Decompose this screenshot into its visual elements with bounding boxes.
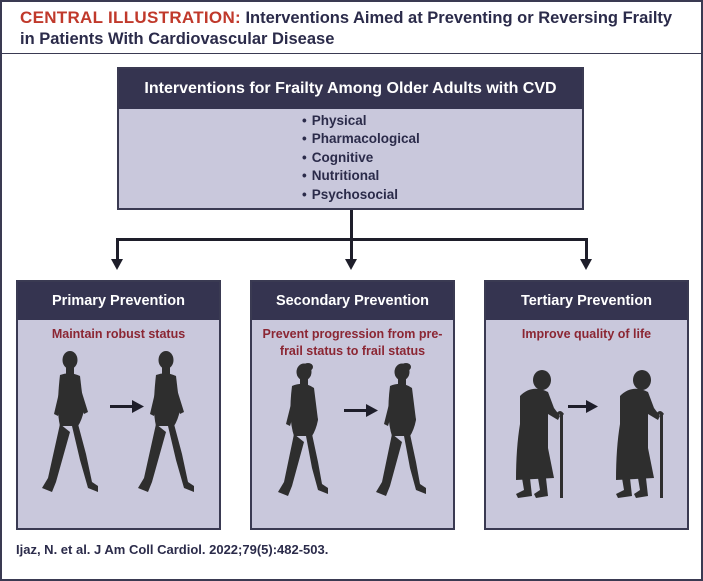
elderly-person-with-cane-icon (598, 368, 674, 502)
connector-drop-right (585, 238, 588, 260)
intervention-item: • Pharmacological (302, 130, 582, 148)
citation: Ijaz, N. et al. J Am Coll Cardiol. 2022;79(5):482-503. (16, 542, 329, 557)
arrowhead-right (580, 259, 592, 270)
interventions-list (119, 109, 582, 204)
intervention-item: • Psychosocial (302, 186, 582, 204)
walking-person-icon (136, 350, 196, 502)
figure-header (2, 2, 701, 54)
tertiary-prevention-panel (484, 280, 689, 530)
interventions-box (117, 67, 584, 210)
secondary-prevention-panel (250, 280, 455, 530)
arrowhead-center (345, 259, 357, 270)
header-divider (2, 53, 701, 54)
elderly-person-with-cane-icon (498, 368, 574, 502)
arrowhead-left (111, 259, 123, 270)
primary-prevention-panel (16, 280, 221, 530)
figure-title: Interventions Aimed at Preventing or Reversing Frailty in Patients With Cardiovascular Disease (20, 9, 673, 48)
transition-arrow-icon (568, 400, 598, 414)
panel-subtitle: Prevent progression from pre-frail status to frail status (262, 327, 443, 358)
intervention-item: • Physical (302, 112, 582, 130)
panel-subtitle: Improve quality of life (521, 327, 652, 341)
panel-title: Tertiary Prevention (486, 282, 687, 320)
intervention-item: • Nutritional (302, 167, 582, 185)
connector-drop-center (350, 238, 353, 260)
panel-title: Primary Prevention (18, 282, 219, 320)
intervention-item: • Cognitive (302, 149, 582, 167)
panel-title: Secondary Prevention (252, 282, 453, 320)
connector-drop-left (116, 238, 119, 260)
walking-person-icon (40, 350, 100, 502)
older-person-walking-icon (370, 362, 432, 504)
panel-subtitle: Maintain robust status (51, 327, 186, 341)
illustration-tag: CENTRAL ILLUSTRATION: (20, 8, 241, 27)
interventions-title: Interventions for Frailty Among Older Adults with CVD (119, 69, 582, 109)
connector-vertical-main (350, 210, 353, 240)
older-person-walking-icon (272, 362, 334, 504)
